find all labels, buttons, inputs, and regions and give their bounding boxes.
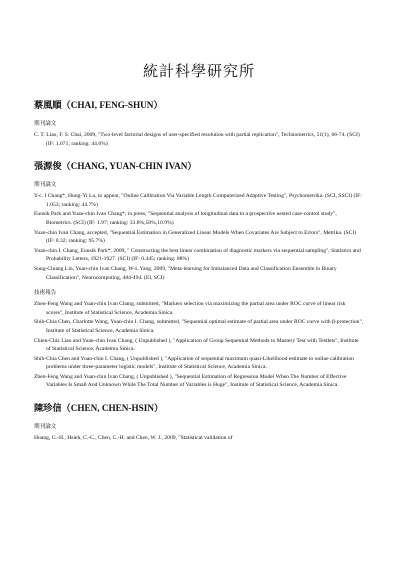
researcher-section bbox=[34, 97, 364, 148]
category-label: 技術報告 bbox=[34, 290, 57, 297]
report-entry: Zhen-Feng Wang and Yuan-chin Ivan Chang, ( Unpublished ), "Sequential Estimation of Regression Model When The Number of Effective Variables Is Small And Unknown While The Total Number of Variables is Huge", Institute of Statistical Science, Academia Sinica. bbox=[34, 373, 347, 389]
researcher-name: 蔡風順（CHAI, FENG-SHUN） bbox=[34, 100, 163, 110]
publication-entry: C. T. Liao, F. S. Chai, 2009, "Two-level factorial designs of user-specified resolution with partial replication", Technometrics, 51(1), 66-74. (SCI) (IF: 1.071; ranking: 44.6%) bbox=[34, 132, 360, 147]
report-entry: Shih-Chia Chen, Charlotte Wang, Yuan-chin I. Chang, submitted, "Sequential optimal estimate of partial area under ROC curve with β-protection", Institute of Statistical Science, Academia Sinica. bbox=[34, 319, 364, 334]
researcher-name: 張源俊（CHANG, YUAN-CHIN IVAN） bbox=[34, 161, 197, 172]
report-entry: Zhen-Feng Wang and Yuan-chin Ivan Chang, submitted, "Markers selection via maximizing the partial area under ROC curve of linear risk scores", Institute of Statistical Science, Academia Sinica. bbox=[34, 301, 346, 316]
researcher-section bbox=[34, 158, 364, 390]
page-title: 統計科學研究所 bbox=[142, 64, 255, 80]
publication-entry: Y-c. I Chang*, Hung-Yi Lu, to appear, "Online Calibration Via Variable Length Computerized Adaptive Testing", Psychometrika. (SCI, SSCI) (IF: 1.053; ranking: 44.7%) bbox=[34, 193, 362, 208]
publication-entry: Huang, G.-H., Hsieh, C.-C., Chen, C.-H. and Chen, W. J., 2009, "Statistical validation of bbox=[34, 435, 233, 442]
researcher-section bbox=[34, 400, 364, 443]
category-label: 期刊論文 bbox=[34, 424, 57, 431]
report-entry: Shih-Chia Chen and Yuan-chin I. Chang, ( Unpublished ), "Application of sequential maximum quasi-Likelihood estimate to online calibration problems under three-parameter logistic models", Institute of Statistical Science, Academia Sinica. bbox=[34, 355, 354, 371]
publication-entry: Sung-Chiang Lin, Yuan-chin Ivan Chang, W-L Yang, 2009, "Meta-learning for Imbalanced Data and Classification Ensemble in Binary Classification", Neurocomputing, 484-494. (EI, SCI) bbox=[34, 265, 337, 281]
researcher-name: 陳珍信（CHEN, CHEN-HSIN） bbox=[34, 403, 164, 414]
publication-entry: Yuan-chin Ivan Chang, accepted, "Sequential Estimation in Generalized Linear Models When Covariates Are Subject to Errors", Metrika. (SCI) (IF: 0.32; ranking: 95.7%) bbox=[34, 229, 357, 245]
report-entry: Chien-Chiz Liao and Yuan-chin Ivan Chang, ( Unpublished ), "Application of Group Sequential Methods to Mastery Test with Testlets", Institute of Statistical Science, Academia Sinica. bbox=[34, 337, 359, 353]
publication-entry: Eunsik Park and Yuan-chin Ivan Chang*, in press, "Sequential analysis of longitudinal data in a prospective nested case-control study", Biometrics. (SCI) (IF: 1.97; ranking: 33.8%,50%,10.9%) bbox=[34, 211, 337, 226]
category-label: 期刊論文 bbox=[34, 121, 57, 127]
category-label: 期刊論文 bbox=[34, 182, 57, 189]
publication-entry: Yuan-chin I. Chang, Eunsik Park*, 2009, " Constructing the best linear combination of diagnostic markers via sequential sampling", Statistics and Probability Letters, 1921-1927. (SCI) (IF: 0.445; ranking: 88%) bbox=[34, 247, 361, 263]
